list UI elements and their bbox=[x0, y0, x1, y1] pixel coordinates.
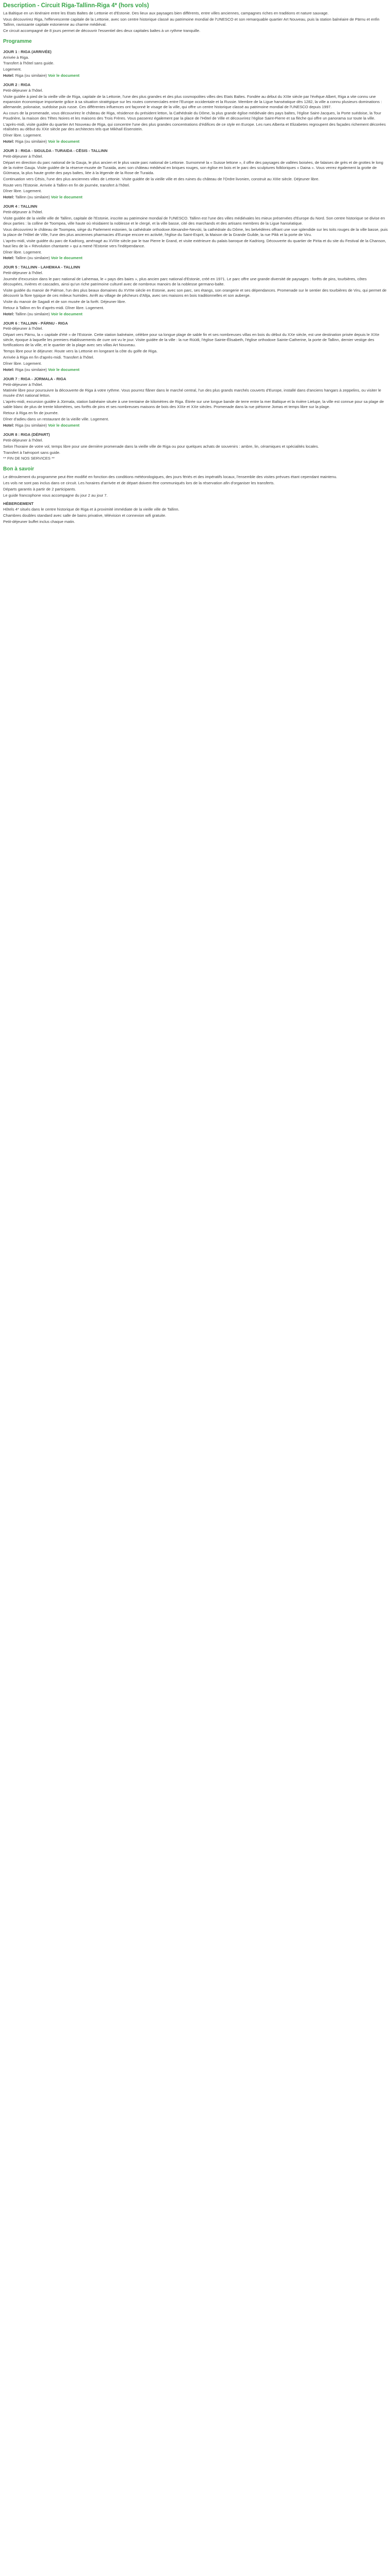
day-paragraph: Temps libre pour le déjeuner. Route vers la Lettonie en longeant la côte du golfe de Riga. bbox=[3, 349, 158, 354]
document-content bbox=[0, 0, 391, 524]
day-section bbox=[3, 377, 388, 428]
day-paragraph: Journée d'excursion dans le parc national de Lahemaa, le « pays des baies », plus ancien parc national d'Estonie, créé en 1971. Le parc offre une grande diversité de paysages : forêts de pins, tourbières, côtes découpées, rivières et cascades, ainsi qu'un riche patrimoine culturel avec de nombreux manoirs de la noblesse germano-balte. bbox=[3, 277, 367, 287]
accommodation-title: HÉBERGEMENT bbox=[3, 501, 34, 506]
day-paragraph: Logement. bbox=[3, 67, 22, 72]
intro-paragraph: Ce circuit accompagné de 8 jours permet de découvrir l'essentiel des deux capitales baltes à un rythme tranquille. bbox=[3, 28, 201, 33]
intro-paragraph: Vous découvrirez Riga, l'effervescente capitale de la Lettonie, avec son centre historique classé au patrimoine mondial de l'UNESCO et son remarquable quartier Art Nouveau, puis la station balnéaire de Pärnu et enfin Tallinn, ravissante capitale estonienne au charme médiéval. bbox=[3, 16, 380, 27]
day-paragraph: Petit-déjeuner à l'hôtel. bbox=[3, 210, 43, 215]
note-paragraph: Le guide francophone vous accompagne du jour 2 au jour 7. bbox=[3, 493, 108, 498]
program-title: Programme bbox=[3, 38, 32, 44]
hotel-line bbox=[3, 312, 388, 317]
day-heading: JOUR 8 : RIGA (DÉPART) bbox=[3, 432, 50, 437]
day-paragraph: Arrivée à Riga. bbox=[3, 55, 29, 60]
hotel-link[interactable]: Voir le document bbox=[47, 422, 80, 428]
hotel-link[interactable]: Voir le document bbox=[51, 256, 83, 261]
hotel-link[interactable]: Voir le document bbox=[47, 139, 80, 144]
day-paragraph: Au cours de la promenade, vous découvrirez le château de Riga, résidence du président letton, la Cathédrale du Dôme, la plus grande église médiévale des pays baltes, l'église Saint-Jacques, la Porte suédoise, la Tour Poudrière, la maison des Têtes Noires et les maisons des Trois Frères. Vous passerez également par la place de l'Hôtel de Ville et découvrirez l'église Saint-Pierre et sa flèche qui offre un panorama sur toute la ville. bbox=[3, 110, 381, 121]
day-paragraph: Visite guidée du manoir de Palmse, l'un des plus beaux domaines du XVIIIe siècle en Estonie, avec son parc, ses étangs, son orangerie et ses dépendances. Promenade sur le sentier des tourbières de Viru, qui permet de découvrir la flore typique de ces milieux humides. Arrêt au village de pêcheurs d'Altja, avec ses maisons en bois traditionnelles et son auberge. bbox=[3, 287, 387, 298]
hotel-link[interactable]: Voir le document bbox=[47, 73, 80, 78]
hotel-label: Hotel: bbox=[3, 73, 14, 78]
hotel-line bbox=[3, 423, 388, 428]
note-paragraph: Le déroulement du programme peut être modifié en fonction des conditions météorologiques, des jours fériés et des impératifs locaux, l'ensemble des visites prévues étant cependant maintenu. bbox=[3, 474, 337, 480]
day-paragraph: L'après-midi, visite guidée du quartier Art Nouveau de Riga, qui concentre l'une des plus grandes concentrations d'édifices de ce style en Europe. Les rues Alberta et Elizabetes regroupent des façades richement décorées réalisées au début du XXe siècle par des architectes tels que Mikhaïl Eisenstein. bbox=[3, 122, 386, 132]
accommodation-section bbox=[3, 507, 388, 524]
day-paragraph: L'après-midi, excursion guidée à Jūrmala, station balnéaire située à une trentaine de kilomètres de Riga. Étirée sur une longue bande de terre entre la mer Baltique et la rivière Lielupe, la ville est connue pour sa plage de sable blanc de plus de trente kilomètres, ses forêts de pins et ses nombreuses maisons de bois des XIXe et XXe siècles. Promenade dans la rue piétonne Jomas et temps libre sur la plage. bbox=[3, 399, 384, 410]
hotel-name: Tallinn (ou similaire) bbox=[15, 195, 50, 200]
hotel-label: Hotel: bbox=[3, 367, 14, 372]
hotel-link[interactable]: Voir le document bbox=[51, 311, 83, 316]
page-title: Description - Circuit Riga-Tallinn-Riga 4* (hors vols) bbox=[3, 3, 149, 9]
accommodation-paragraph: Petit-déjeuner buffet inclus chaque matin. bbox=[3, 519, 75, 524]
hotel-name: Tallinn (ou similaire) bbox=[15, 256, 50, 261]
day-section bbox=[3, 265, 388, 316]
day-heading: JOUR 6 : TALLINN - PÄRNU - RIGA bbox=[3, 320, 68, 326]
day-section bbox=[3, 204, 388, 261]
day-paragraph: Départ en direction du parc national de la Gauja, le plus ancien et le plus vaste parc national de Lettonie. Surnommé la « Suisse lettone », il offre des paysages de vallées boisées, de falaises de grès et de grottes le long de la rivière Gauja. Visite guidée de la réserve-musée de Turaida, avec son château médiéval en briques rouges, son église en bois et le parc des sculptures folkloriques « Daina ». Vous verrez également la grotte de Gūtmaņa, la plus haute grotte des pays baltes, liée à la légende de la Rose de Turaida. bbox=[3, 160, 383, 175]
day-paragraph: ** FIN DE NOS SERVICES ** bbox=[3, 456, 55, 461]
day-heading: JOUR 1 : RIGA (ARRIVÉE) bbox=[3, 49, 52, 54]
hotel-label: Hotel: bbox=[3, 139, 14, 144]
day-heading: JOUR 3 : RIGA - SIGULDA - TURAIDA - CĒSIS - TALLINN bbox=[3, 148, 108, 154]
hotel-label: Hotel: bbox=[3, 195, 14, 200]
accommodation-paragraph: Hôtels 4* situés dans le centre historique de Riga et à proximité immédiate de la vieille ville de Tallinn. bbox=[3, 506, 180, 512]
hotel-name: Riga (ou similaire) bbox=[15, 139, 47, 144]
hotel-name: Tallinn (ou similaire) bbox=[15, 311, 50, 316]
day-heading: JOUR 5 : TALLINN - LAHEMAA - TALLINN bbox=[3, 265, 80, 270]
day-paragraph: Petit-déjeuner à l'hôtel. bbox=[3, 437, 43, 443]
day-paragraph: Dîner libre. Logement. bbox=[3, 249, 42, 255]
day-paragraph: Dîner d'adieu dans un restaurant de la vieille ville. Logement. bbox=[3, 417, 109, 421]
intro-paragraph: La Baltique en un itinéraire entre les Etats Baltes de Lettonie et d'Estonie. Des lieux aux paysages bien différents, entre villes anciennes, campagnes riches en traditions et nature sauvage. bbox=[3, 11, 329, 15]
day-paragraph: Dîner libre. Logement. bbox=[3, 189, 42, 194]
hotel-line bbox=[3, 195, 388, 200]
hotel-label: Hotel: bbox=[3, 422, 14, 428]
day-paragraph: Visite guidée à pied de la vieille ville de Riga, capitale de la Lettonie, l'une des plus grandes et des plus cosmopolites villes des Etats Baltes. Fondée au début du XIIIe siècle par l'évêque Albert, Riga a vite connu une expansion économique importante grâce à sa situation stratégique sur les routes commerciales entre l'Europe occidentale et la Russie. Membre de la Ligue hanséatique dès 1282, la ville a connu plusieurs dominations : allemande, polonaise, suédoise puis russe. Ces différentes influences ont façonné le visage de la ville, qui offre un centre historique classé au patrimoine mondial de l'UNESCO depuis 1997. bbox=[3, 94, 382, 109]
notes-section bbox=[3, 474, 388, 498]
accommodation-paragraph: Chambres doubles standard avec salle de bains privative, télévision et connexion wifi gratuite. bbox=[3, 513, 167, 518]
day-paragraph: Transfert à l'aéroport sans guide. bbox=[3, 450, 60, 455]
day-heading: JOUR 7 : RIGA - JŪRMALA - RIGA bbox=[3, 376, 67, 381]
day-heading: JOUR 2 : RIGA bbox=[3, 82, 31, 88]
hotel-line bbox=[3, 256, 388, 261]
days-list bbox=[3, 49, 388, 462]
day-paragraph: Retour à Tallinn en fin d'après-midi. Dîner libre. Logement. bbox=[3, 305, 104, 310]
day-heading: JOUR 4 : TALLINN bbox=[3, 204, 38, 209]
hotel-link[interactable]: Voir le document bbox=[47, 367, 80, 372]
day-section bbox=[3, 321, 388, 372]
hotel-line bbox=[3, 367, 388, 372]
day-paragraph: Continuation vers Cēsis, l'une des plus anciennes villes de Lettonie. Visite guidée de la vieille ville et des ruines du château de l'Ordre livonien, construit au XIIIe siècle. Déjeuner libre. bbox=[3, 176, 320, 181]
day-paragraph: Arrivée à Riga en fin d'après-midi. Transfert à l'hôtel. bbox=[3, 354, 94, 360]
day-section bbox=[3, 432, 388, 462]
day-paragraph: Visite du manoir de Sagadi et de son musée de la forêt. Déjeuner libre. bbox=[3, 299, 126, 304]
day-paragraph: Petit-déjeuner à l'hôtel. bbox=[3, 382, 43, 387]
day-paragraph: Transfert à l'hôtel sans guide. bbox=[3, 61, 55, 66]
note-paragraph: Les vols ne sont pas inclus dans ce circuit. Les horaires d'arrivée et de départ doivent être communiqués lors de la réservation afin d'organiser les transferts. bbox=[3, 481, 275, 486]
day-section bbox=[3, 49, 388, 79]
day-paragraph: Petit-déjeuner à l'hôtel. bbox=[3, 270, 43, 276]
hotel-name: Riga (ou similaire) bbox=[15, 422, 47, 428]
hotel-line bbox=[3, 139, 388, 144]
day-paragraph: Selon l'horaire de votre vol, temps libre pour une dernière promenade dans la vieille ville de Riga ou pour quelques achats de souvenirs : ambre, lin, céramiques et spécialités locales. bbox=[3, 444, 319, 449]
day-paragraph: Route vers l'Estonie. Arrivée à Tallinn en fin de journée, transfert à l'hôtel. bbox=[3, 182, 130, 188]
day-paragraph: Dîner libre. Logement. bbox=[3, 133, 42, 138]
day-section bbox=[3, 82, 388, 144]
day-paragraph: Dîner libre. Logement. bbox=[3, 361, 42, 366]
hotel-name: Riga (ou similaire) bbox=[15, 73, 47, 78]
day-paragraph: Vous découvrirez le château de Toompea, siège du Parlement estonien, la cathédrale orthodoxe Alexandre-Nevski, la cathédrale du Dôme, les belvédères offrant une vue splendide sur les toits rouges de la ville basse, puis la place de l'Hôtel de Ville, l'une des plus anciennes pharmacies d'Europe encore en activité, l'église du Saint-Esprit, la Maison de la Grande Guilde, la rue Pikk et la porte de Viru. bbox=[3, 227, 388, 237]
hotel-name: Riga (ou similaire) bbox=[15, 367, 47, 372]
notes-title: Bon à savoir bbox=[3, 466, 35, 472]
hotel-link[interactable]: Voir le document bbox=[51, 195, 83, 200]
day-paragraph: Visite guidée de la vieille ville de Tallinn, capitale de l'Estonie, inscrite au patrimoine mondial de l'UNESCO. Tallinn est l'une des villes médiévales les mieux préservées d'Europe du Nord. Son centre historique se divise en deux parties : la colline de Toompea, ville haute où résidaient la noblesse et le clergé, et la ville basse, cité des marchands et des artisans membres de la Ligue hanséatique. bbox=[3, 216, 385, 226]
day-paragraph: Petit-déjeuner à l'hôtel. bbox=[3, 88, 43, 93]
hotel-line bbox=[3, 73, 388, 78]
day-section bbox=[3, 148, 388, 200]
day-paragraph: L'après-midi, visite guidée du parc de Kadriorg, aménagé au XVIIIe siècle par le tsar Pierre le Grand, et visite extérieure du palais baroque de Kadriorg. Découverte du quartier de Pirita et du site du Festival de la Chanson, haut lieu de la « Révolution chantante » qui a mené l'Estonie vers l'indépendance. bbox=[3, 238, 386, 248]
day-paragraph: Matinée libre pour poursuivre la découverte de Riga à votre rythme. Vous pourrez flâner dans le marché central, l'un des plus grands marchés couverts d'Europe, installé dans d'anciens hangars à zeppelins, ou visiter le musée d'Art national letton. bbox=[3, 388, 381, 398]
day-paragraph: Départ vers Pärnu, la « capitale d'été » de l'Estonie. Cette station balnéaire, célèbre pour sa longue plage de sable fin et ses nombreuses villas en bois du début du XXe siècle, est une destination prisée depuis le XIXe siècle, époque à laquelle les premiers établissements de cure ont vu le jour. Visite guidée de la ville : la rue Rüütli, l'église Sainte-Élisabeth, l'église orthodoxe Sainte-Catherine, la porte de Tallinn, dernier vestige des fortifications de la ville, et le quartier de la plage avec ses villas Art Nouveau. bbox=[3, 332, 380, 348]
intro-section bbox=[3, 11, 388, 33]
hotel-label: Hotel: bbox=[3, 256, 14, 261]
day-paragraph: Petit-déjeuner à l'hôtel. bbox=[3, 326, 43, 331]
hotel-label: Hotel: bbox=[3, 311, 14, 316]
day-paragraph: Petit-déjeuner à l'hôtel. bbox=[3, 154, 43, 159]
note-paragraph: Départs garantis à partir de 2 participants. bbox=[3, 487, 76, 492]
day-paragraph: Retour à Riga en fin de journée. bbox=[3, 411, 59, 416]
